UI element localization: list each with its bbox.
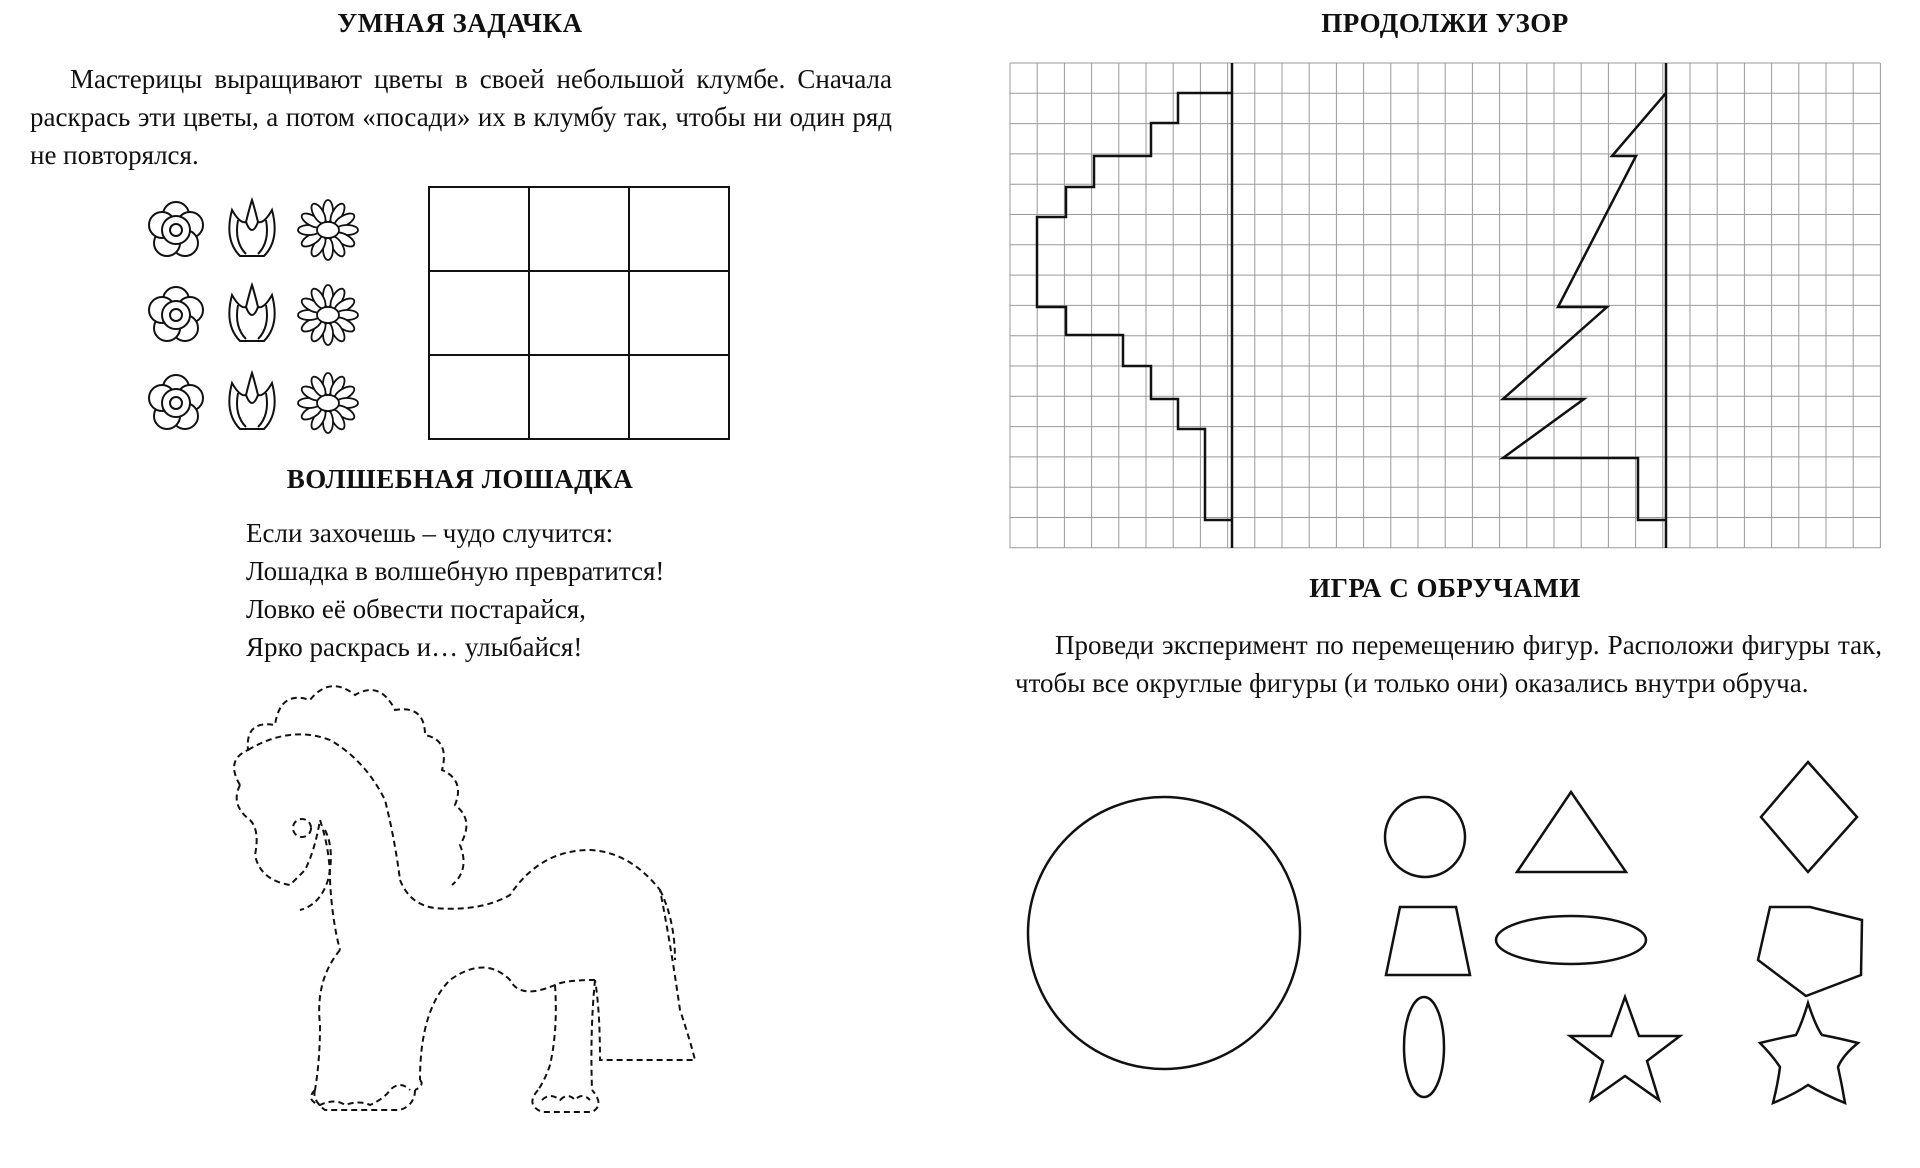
daisy-icon: [298, 373, 358, 433]
tulip-icon: [229, 200, 274, 256]
puzzle-text: [30, 60, 892, 174]
pattern-title: ПРОДОЛЖИ УЗОР: [1321, 8, 1569, 38]
pattern-grid[interactable]: [1010, 63, 1880, 548]
horse-dashed-outline[interactable]: [220, 680, 700, 1150]
puzzle-title: УМНАЯ ЗАДАЧКА: [337, 8, 583, 38]
wavy-star[interactable]: [1760, 1003, 1858, 1103]
flower-icon: [149, 287, 203, 341]
vertical-ellipse[interactable]: [1404, 997, 1444, 1097]
flower-row-1: [149, 200, 358, 260]
daisy-icon: [298, 200, 358, 260]
puzzle-text-body: Мастерицы выращивают цветы в своей небольшой клумбе. Сначала раскрась эти цветы, а потом «посади» их в клумбу так, чтобы ни один ряд не повторялся.: [30, 64, 892, 170]
pentagon[interactable]: [1758, 907, 1862, 996]
ellipse[interactable]: [1496, 916, 1646, 964]
trapezoid[interactable]: [1386, 907, 1470, 975]
flower-icon: [149, 375, 203, 429]
hoop-shapes: [1010, 755, 1890, 1115]
stepped-shape: [1037, 93, 1232, 520]
tree-shape: [1503, 93, 1666, 520]
poem-line: Если захочешь – чудо случится:: [246, 518, 614, 548]
hoops-title: ИГРА С ОБРУЧАМИ: [1309, 573, 1581, 603]
rhombus[interactable]: [1761, 762, 1857, 872]
flower-row-2: [149, 285, 358, 345]
flower-row-3: [149, 373, 358, 433]
daisy-icon: [298, 285, 358, 345]
hoops-text: [1015, 626, 1882, 702]
hoop-circle[interactable]: [1028, 797, 1300, 1069]
flower-icon: [149, 202, 203, 256]
poem-line: Ярко раскрась и… улыбайся!: [246, 632, 583, 662]
small-circle[interactable]: [1385, 797, 1465, 877]
tulip-icon: [229, 285, 274, 341]
star[interactable]: [1570, 997, 1680, 1100]
horse-poem: [246, 514, 664, 666]
horse-title: ВОЛШЕБНАЯ ЛОШАДКА: [286, 464, 634, 494]
poem-line: Ловко её обвести постарайся,: [246, 594, 586, 624]
flowers-set: [140, 190, 380, 450]
poem-line: Лошадка в волшебную превратится!: [246, 556, 665, 586]
tulip-icon: [229, 373, 274, 429]
triangle[interactable]: [1517, 792, 1626, 872]
hoops-text-body: Проведи эксперимент по перемещению фигур. Расположи фигуры так, чтобы все округлые фигуры (и только они) оказались внутри обруча.: [1015, 630, 1882, 698]
flowerbed-grid[interactable]: [428, 186, 730, 440]
